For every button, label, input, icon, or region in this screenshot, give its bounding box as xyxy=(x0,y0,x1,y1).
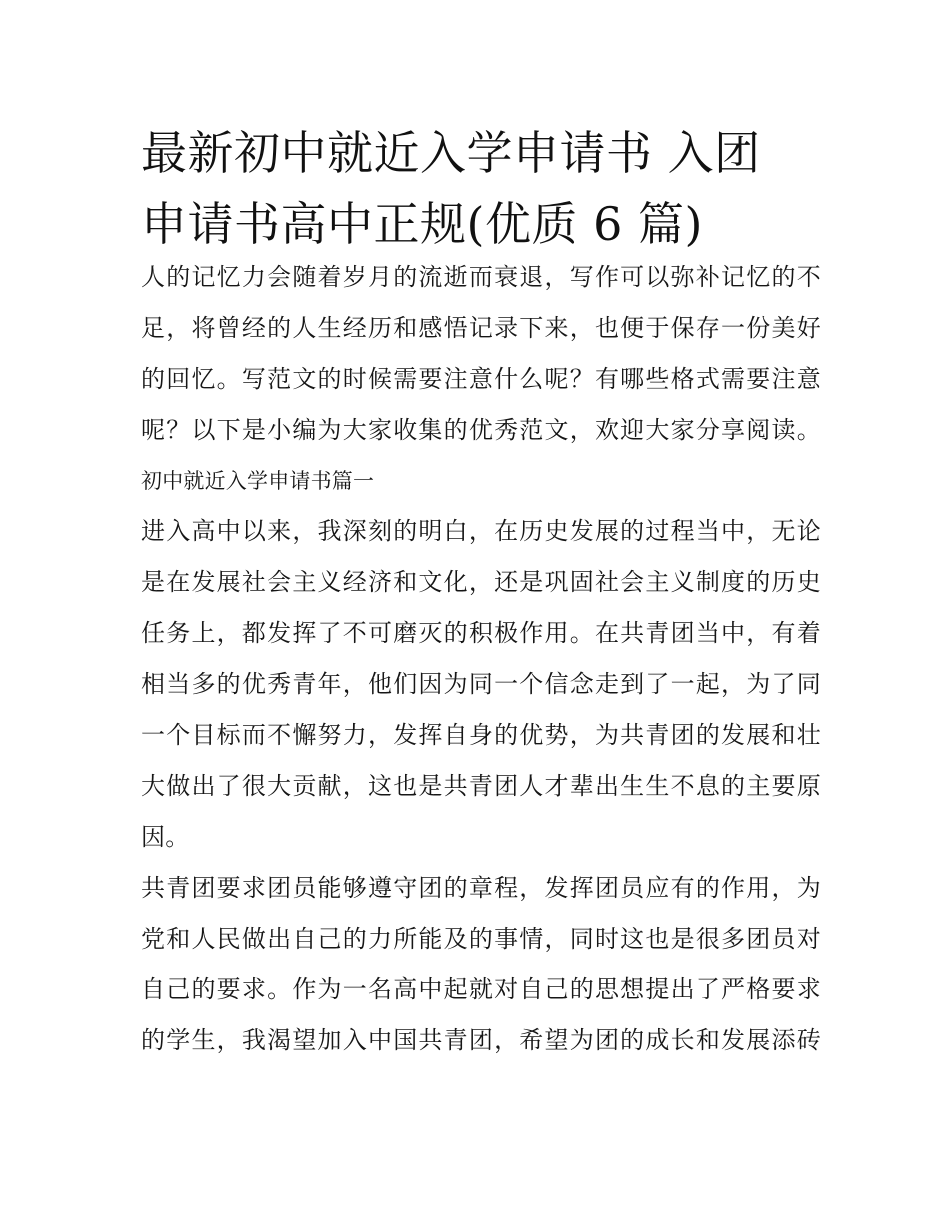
paragraph-line: 足，将曾经的人生经历和感悟记录下来，也便于保存一份美好 xyxy=(141,313,821,342)
paragraph-line: 的回忆。写范文的时候需要注意什么呢？有哪些格式需要注意 xyxy=(141,364,821,393)
paragraph-line: 因。 xyxy=(141,822,190,851)
title-line-1: 最新初中就近入学申请书 入团 xyxy=(141,126,761,180)
document-body xyxy=(141,252,821,1066)
paragraph-line: 党和人民做出自己的力所能及的事情，同时这也是很多团员对 xyxy=(141,924,821,953)
section-heading: 初中就近入学申请书篇一 xyxy=(141,468,375,493)
paragraph-line: 进入高中以来，我深刻的明白，在历史发展的过程当中，无论 xyxy=(141,517,821,546)
title-line-2: 申请书高中正规(优质 6 篇) xyxy=(141,197,703,251)
paragraph-line: 任务上，都发挥了不可磨灭的积极作用。在共青团当中，有着 xyxy=(141,619,821,648)
paragraph-line: 的学生，我渴望加入中国共青团，希望为团的成长和发展添砖 xyxy=(141,1026,821,1055)
paragraph-line: 自己的要求。作为一名高中起就对自己的思想提出了严格要求 xyxy=(141,975,821,1004)
paragraph-line: 共青团要求团员能够遵守团的章程，发挥团员应有的作用，为 xyxy=(141,873,821,902)
paragraph-line: 人的记忆力会随着岁月的流逝而衰退，写作可以弥补记忆的不 xyxy=(141,263,821,291)
paragraph-line: 相当多的优秀青年，他们因为同一个信念走到了一起，为了同 xyxy=(141,670,821,699)
document-title xyxy=(141,118,821,260)
paragraph-line: 呢？以下是小编为大家收集的优秀范文，欢迎大家分享阅读。 xyxy=(141,415,821,444)
paragraph-line: 是在发展社会主义经济和文化，还是巩固社会主义制度的历史 xyxy=(141,568,821,597)
paragraph-line: 一个目标而不懈努力，发挥自身的优势，为共青团的发展和壮 xyxy=(141,721,821,750)
paragraph-line: 大做出了很大贡献，这也是共青团人才辈出生生不息的主要原 xyxy=(141,771,821,800)
